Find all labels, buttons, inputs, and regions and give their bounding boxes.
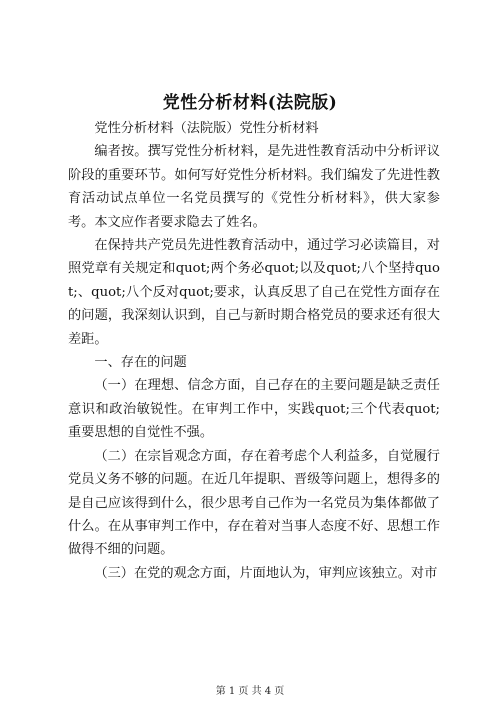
page-number-footer: 第 1 页 共 4 页 [215,686,285,697]
paragraph-intro: 在保持共产党员先进性教育活动中，通过学习必读篇目，对照党章有关规定和quot;两个务必quot;以及quot;八个坚持quot;、quot;八个反对quot;要求，认真反思了自己在党性方面存在的问题，我深刻认识到，自己与新时期合格党员的要求还有很大差距。 [68,238,440,347]
paragraph-point-1: （一）在理想、信念方面，自己存在的主要问题是缺乏责任意识和政治敏锐性。在审判工作中，实践quot;三个代表quot;重要思想的自觉性不强。 [68,378,440,441]
paragraph-point-3: （三）在党的观念方面，片面地认为，审判应该独立。对市 [94,565,438,581]
paragraph-point-2: （二）在宗旨观念方面，存在着考虑个人利益多，自觉履行党员义务不够的问题。在近几年提职、晋级等问题上，想得多的是自己应该得到什么，很少思考自己作为一名党员为集体都做了什么。在从事审判工作中，存在着对当事人态度不好、思想工作做得不细的问题。 [68,448,440,558]
document-title: 党性分析材料(法院版) [162,93,338,113]
document-body [68,117,440,585]
paragraph-subtitle: 党性分析材料（法院版）党性分析材料 [94,121,319,136]
section-heading-problems: 一、存在的问题 [94,355,187,371]
paragraph-editor-note: 编者按。撰写党性分析材料，是先进性教育活动中分析评议阶段的重要环节。如何写好党性分析材料。我们编发了先进性教育活动试点单位一名党员撰写的《党性分析材料》，供大家参考。本文应作者要求隐去了姓名。 [68,144,440,230]
